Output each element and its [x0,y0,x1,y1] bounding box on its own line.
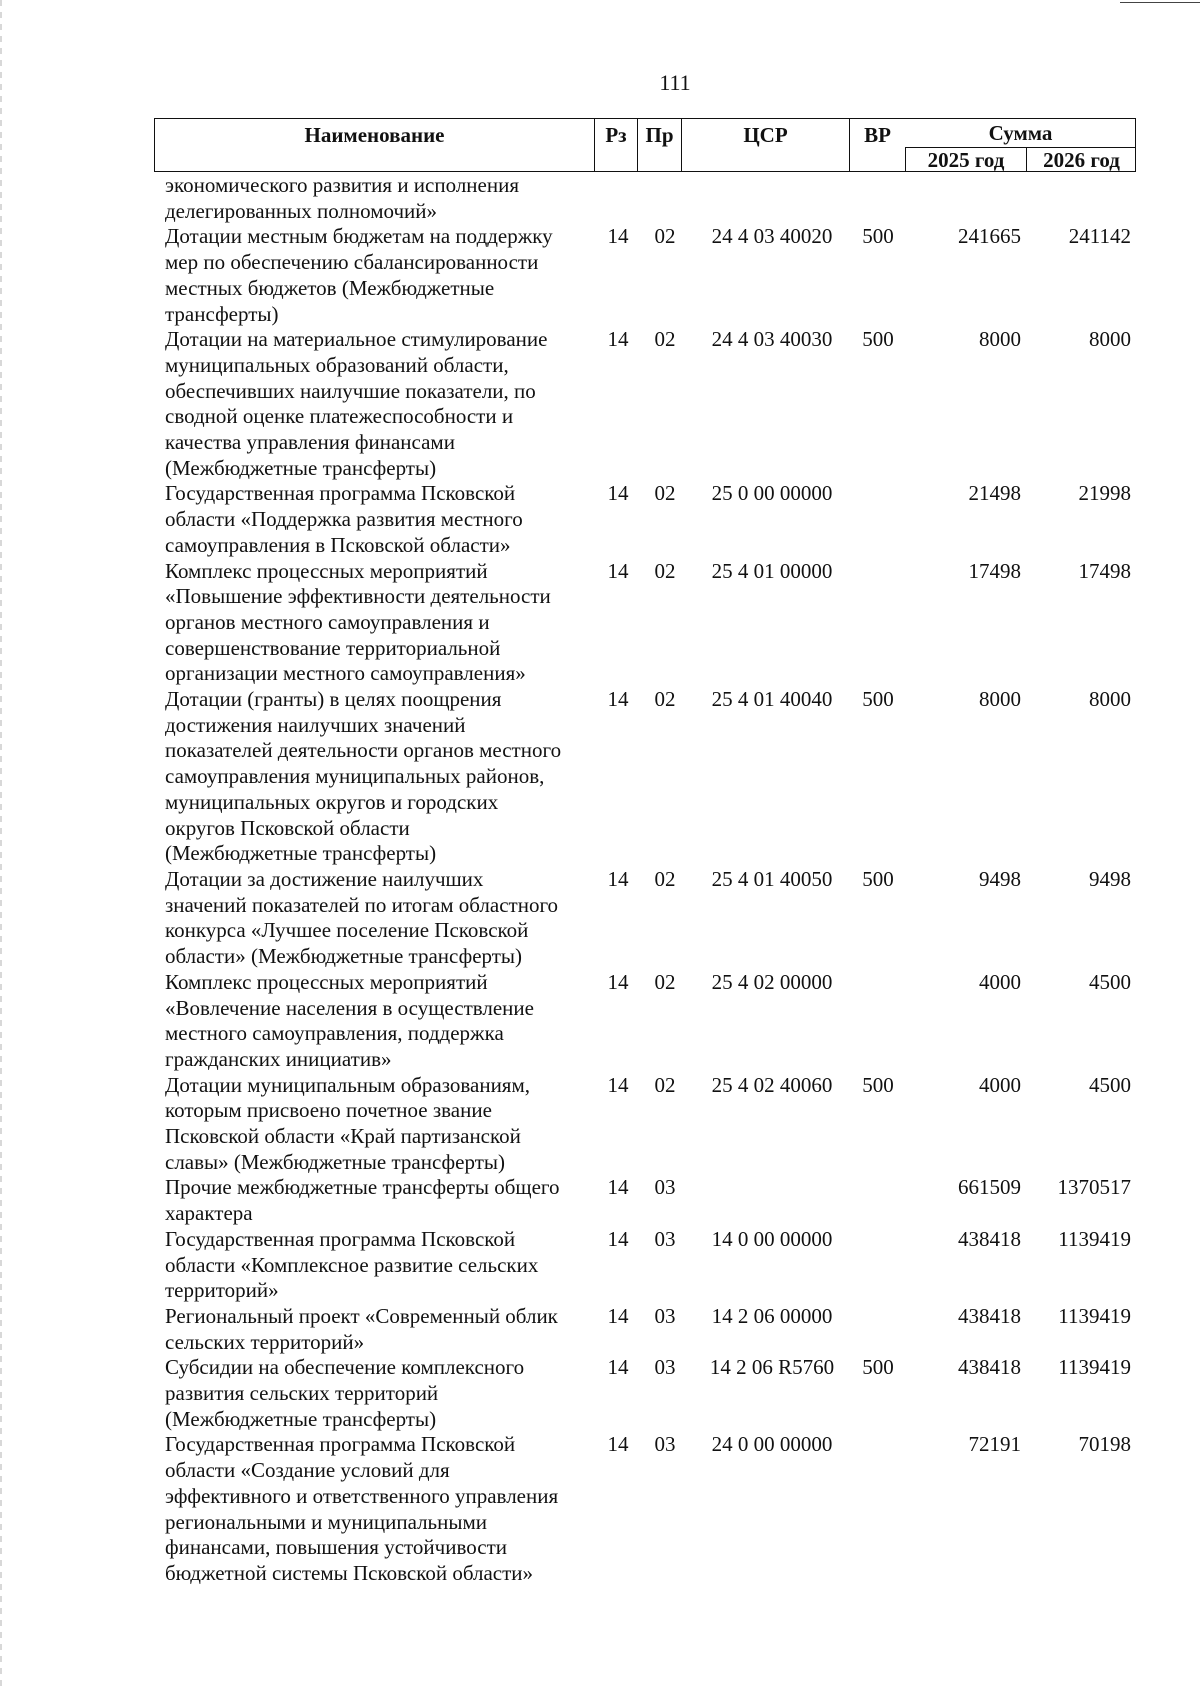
row-pr: 02 [654,687,676,712]
row-name: Субсидии на обеспечение комплексного развития сельских территорий (Межбюджетные трансферты) [165,1355,525,1431]
header-2026: 2026 год [1026,147,1136,172]
row-pr: 03 [654,1226,676,1251]
row-rz: 14 [607,1303,629,1328]
row-name: Дотации на материальное стимулирование муниципальных образований области, обеспечивших наилучшие показатели, по сводной оценке платежеспособности и качества управления финансами (Межбюджетные трансферты) [165,327,548,480]
row-csr: 25 4 02 00000 [711,969,833,994]
row-sum-2026: 4500 [1089,969,1131,994]
scan-edge [0,0,2,1686]
row-sum-2026: 1139419 [1058,1226,1131,1251]
row-csr: 24 0 00 00000 [711,1432,833,1457]
row-vr: 500 [862,866,894,891]
row-name: Комплекс процессных мероприятий «Повышение эффективности деятельности органов местного самоуправления и совершенствование территориальной организации местного самоуправления» [165,558,551,686]
row-pr: 02 [654,558,676,583]
table-row [165,687,1135,867]
row-sum-2025: 17498 [968,558,1021,583]
row-sum-2026: 8000 [1089,327,1131,352]
row-name: Региональный проект «Современный облик сельских территорий» [165,1303,558,1354]
header-vr: ВР [849,118,905,172]
table-row [165,1432,1135,1586]
row-name: Государственная программа Псковской области «Создание условий для эффективного и ответственного управления региональными и муниципальными финансами, повышения устойчивости бюджетной системы Псковской области» [165,1432,559,1585]
table-row [165,327,1135,481]
row-sum-2025: 8000 [979,327,1021,352]
row-name: Государственная программа Псковской области «Поддержка развития местного самоуправления в Псковской области» [165,481,523,557]
row-rz: 14 [607,327,629,352]
row-sum-2026: 1139419 [1058,1303,1131,1328]
header-border-bottom [154,171,1136,172]
row-pr: 02 [654,1072,676,1097]
row-rz: 14 [607,687,629,712]
row-sum-2026: 8000 [1089,687,1131,712]
row-name: экономического развития и исполнения делегированных полномочий» [165,173,519,223]
header-pr: Пр [637,118,681,172]
row-csr: 14 2 06 R5760 [709,1355,835,1380]
table-row [165,867,1135,970]
row-csr: 14 0 00 00000 [711,1226,833,1251]
row-sum-2025: 241665 [958,224,1021,249]
row-csr: 25 4 02 40060 [711,1072,833,1097]
row-csr: 25 4 01 40040 [711,687,833,712]
scan-corner-line [1120,2,1200,3]
row-vr: 500 [862,687,894,712]
row-pr: 03 [654,1355,676,1380]
row-sum-2025: 4000 [979,969,1021,994]
table-row [165,559,1135,688]
header-rz: Рз [594,118,637,172]
row-pr: 03 [654,1432,676,1457]
row-rz: 14 [607,1072,629,1097]
row-rz: 14 [607,969,629,994]
row-sum-2025: 72191 [968,1432,1021,1457]
table-header [154,118,1136,172]
table-row [165,1355,1135,1432]
row-sum-2025: 8000 [979,687,1021,712]
row-sum-2026: 241142 [1068,224,1131,249]
row-sum-2025: 438418 [958,1226,1021,1251]
table-row [165,1175,1135,1226]
row-csr: 14 2 06 00000 [711,1303,833,1328]
table-row [165,173,1135,224]
row-pr: 02 [654,866,676,891]
table-row [165,1073,1135,1176]
table-row [165,1227,1135,1304]
row-sum-2025: 438418 [958,1303,1021,1328]
row-rz: 14 [607,1355,629,1380]
row-pr: 02 [654,969,676,994]
table-row [165,1304,1135,1355]
row-name: Дотации (гранты) в целях поощрения достижения наилучших значений показателей деятельности органов местного самоуправления муниципальных районов, муниципальных округов и городских округов Псковской области (Межбюджетные трансферты) [165,687,562,866]
row-name: Дотации местным бюджетам на поддержку мер по обеспечению сбалансированности местных бюджетов (Межбюджетные трансферты) [165,224,553,326]
row-rz: 14 [607,558,629,583]
table-row [165,970,1135,1073]
row-sum-2025: 438418 [958,1355,1021,1380]
row-csr: 24 4 03 40030 [711,327,833,352]
row-pr: 03 [654,1303,676,1328]
row-rz: 14 [607,224,629,249]
row-name: Прочие межбюджетные трансферты общего характера [165,1175,560,1226]
row-csr: 24 4 03 40020 [711,224,833,249]
row-rz: 14 [607,481,629,506]
row-sum-2025: 21498 [968,481,1021,506]
row-rz: 14 [607,866,629,891]
table-body [165,173,1135,1587]
row-pr: 02 [654,224,676,249]
row-sum-2025: 9498 [979,866,1021,891]
row-csr: 25 0 00 00000 [711,481,833,506]
row-pr: 03 [654,1175,676,1200]
row-sum-2026: 70198 [1078,1432,1131,1457]
row-sum-2026: 9498 [1089,866,1131,891]
row-rz: 14 [607,1175,629,1200]
row-name: Государственная программа Псковской области «Комплексное развитие сельских территорий» [165,1226,539,1303]
row-csr: 25 4 01 40050 [711,866,833,891]
row-sum-2025: 4000 [979,1072,1021,1097]
row-rz: 14 [607,1226,629,1251]
page-number: 111 [659,70,691,95]
header-2025: 2025 год [905,147,1026,172]
header-csr: ЦСР [681,118,849,172]
table-row [165,481,1135,558]
row-sum-2026: 21998 [1078,481,1131,506]
header-name: Наименование [154,118,594,172]
row-pr: 02 [654,481,676,506]
row-vr: 500 [862,327,894,352]
row-sum-2026: 17498 [1078,558,1131,583]
row-csr: 25 4 01 00000 [711,558,833,583]
header-sum: Сумма [905,118,1136,147]
row-vr: 500 [862,224,894,249]
row-rz: 14 [607,1432,629,1457]
row-name: Комплекс процессных мероприятий «Вовлечение населения в осуществление местного самоуправления, поддержка гражданских инициатив» [165,969,534,1071]
header-border-right [1135,118,1136,172]
row-sum-2025: 661509 [958,1175,1021,1200]
row-name: Дотации муниципальным образованиям, которым присвоено почетное звание Псковской области «Край партизанской славы» (Межбюджетные трансферты) [165,1072,531,1174]
table-row [165,224,1135,327]
row-sum-2026: 1139419 [1058,1355,1131,1380]
row-sum-2026: 4500 [1089,1072,1131,1097]
row-sum-2026: 1370517 [1057,1175,1131,1200]
row-vr: 500 [862,1355,894,1380]
row-pr: 02 [654,327,676,352]
row-vr: 500 [862,1072,894,1097]
row-name: Дотации за достижение наилучших значений показателей по итогам областного конкурса «Лучшее поселение Псковской области» (Межбюджетные трансферты) [165,866,559,969]
